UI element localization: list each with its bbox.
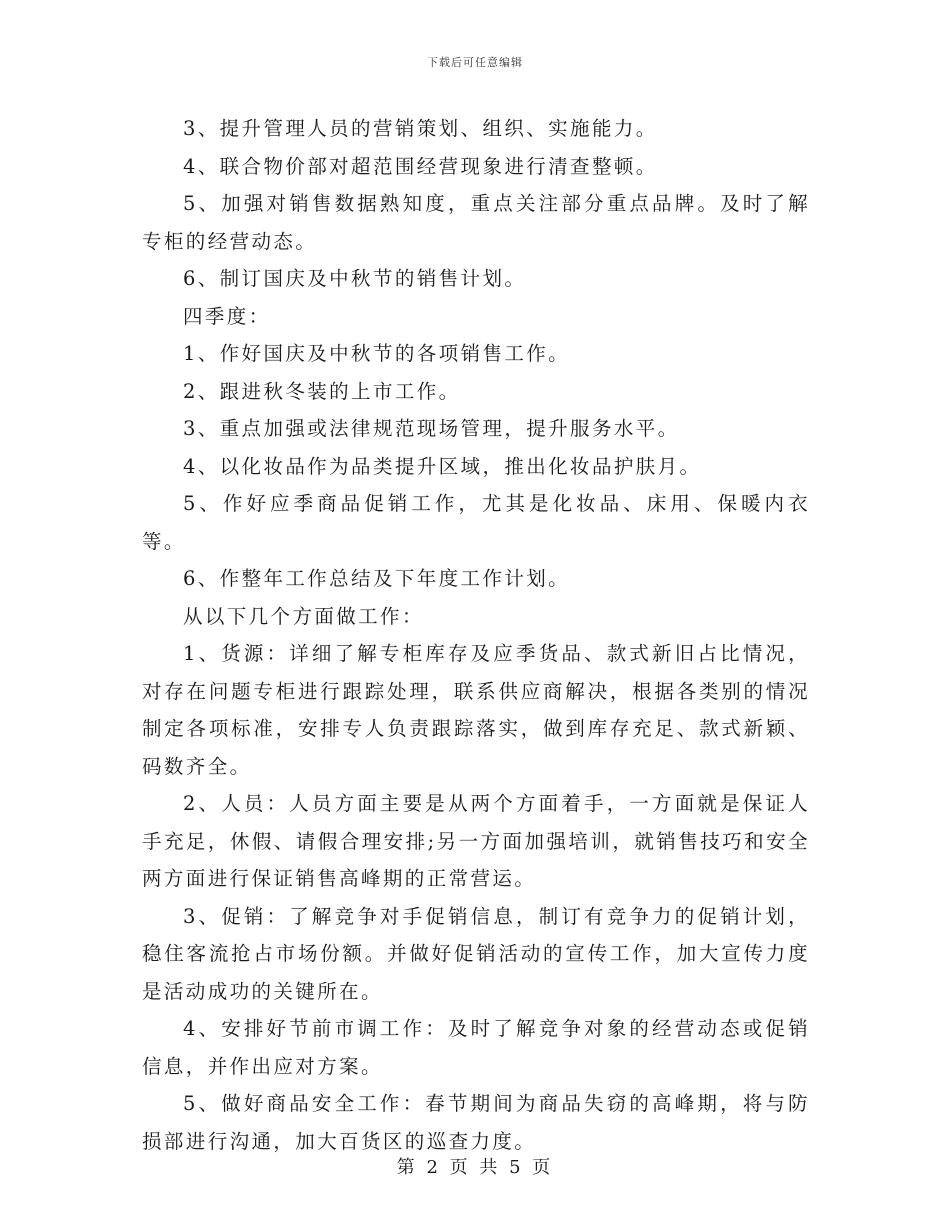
section-heading: 四季度： [182,304,271,328]
paragraph: 3、促销：了解竞争对手促销信息，制订有竞争力的促销计划，稳住客流抢占市场份额。并做好促销活动的宣传工作，加大宣传力度是活动成功的关键所在。 [142,904,810,1003]
page-number: 第 2 页 共 5 页 [396,1157,554,1178]
paragraph: 4、以化妆品作为品类提升区域，推出化妆品护肤月。 [182,454,702,478]
paragraph: 3、重点加强或法律规范现场管理，提升服务水平。 [182,417,680,440]
paragraph: 2、人员：人员方面主要是从两个方面着手，一方面就是保证人手充足，休假、请假合理安排;另一方面加强培训，就销售技巧和安全两方面进行保证销售高峰期的正常营运。 [142,792,810,890]
document-body [142,110,810,1160]
paragraph: 1、作好国庆及中秋节的各项销售工作。 [182,342,571,365]
paragraph: 4、联合物价部对超范围经营现象进行清查整顿。 [182,154,658,178]
section-heading: 从以下几个方面做工作： [182,604,424,628]
paragraph: 5、做好商品安全工作：春节期间为商品失窃的高峰期，将与防损部进行沟通，加大百货区的巡查力度。 [142,1092,810,1153]
paragraph: 6、制订国庆及中秋节的销售计划。 [182,267,527,290]
paragraph: 1、货源：详细了解专柜库存及应季货品、款式新旧占比情况，对存在问题专柜进行跟踪处理，联系供应商解决，根据各类别的情况制定各项标准，安排专人负责跟踪落实，做到库存充足、款式新颖、码数齐全。 [142,642,810,778]
paragraph: 2、跟进秋冬装的上市工作。 [182,379,461,403]
paragraph: 5、作好应季商品促销工作，尤其是化妆品、床用、保暖内衣等。 [142,492,810,553]
paragraph: 4、安排好节前市调工作：及时了解竞争对象的经营动态或促销信息，并作出应对方案。 [142,1017,810,1078]
paragraph: 3、提升管理人员的营销策划、组织、实施能力。 [182,117,658,140]
paragraph: 6、作整年工作总结及下年度工作计划。 [182,567,571,590]
page-header: 下载后可任意编辑 [427,56,523,69]
paragraph: 5、加强对销售数据熟知度，重点关注部分重点品牌。及时了解专柜的经营动态。 [142,192,810,253]
